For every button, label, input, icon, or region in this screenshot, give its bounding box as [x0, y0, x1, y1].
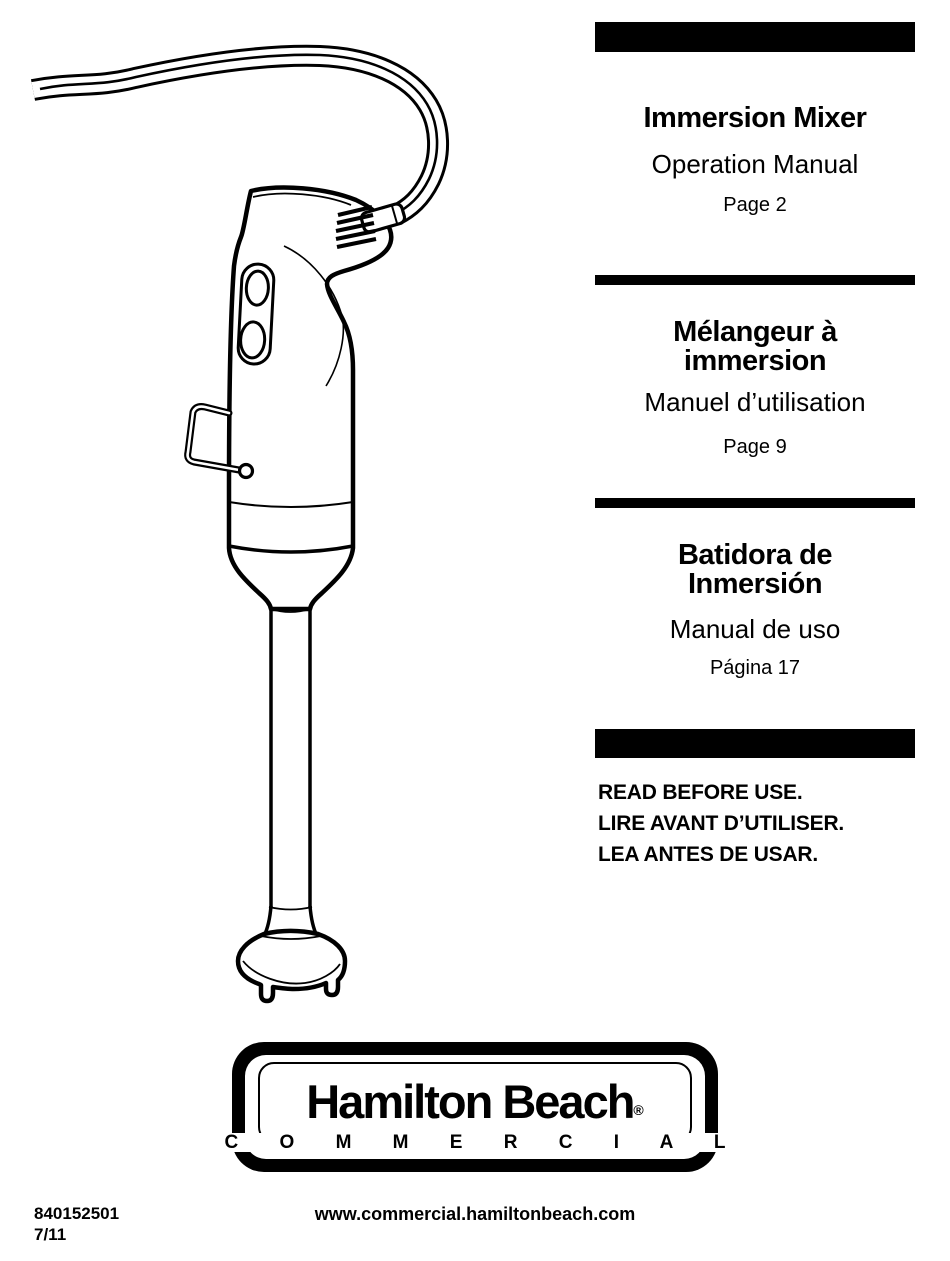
section-pageref-spanish: Página 17 [709, 657, 801, 679]
section-title-english [595, 104, 915, 133]
immersion-mixer-illustration [0, 0, 460, 1030]
notice-line-french: LIRE AVANT D’UTILISER. [598, 812, 845, 835]
bell-collar-top-line [269, 907, 312, 910]
section-pageref-french: Page 9 [723, 436, 787, 458]
section-title-line: immersion [683, 345, 827, 377]
divider-bar-french [595, 275, 915, 285]
mixer-body [229, 188, 391, 609]
divider-bar-spanish [595, 498, 915, 508]
section-subtitle-french: Manuel d’utilisation [644, 387, 866, 417]
section-title-line: Immersion Mixer [643, 102, 867, 134]
section-title-line: Inmersión [687, 568, 823, 600]
section-subtitle-spanish: Manual de uso [669, 614, 841, 644]
part-number: 840152501 [34, 1204, 120, 1223]
section-title-french [595, 318, 915, 376]
section-subtitle-english: Operation Manual [651, 149, 859, 179]
blending-bell [238, 931, 345, 1001]
notice-line-english: READ BEFORE USE. [598, 781, 803, 804]
notice-line-spanish: LEA ANTES DE USAR. [598, 843, 819, 866]
section-title-spanish [595, 541, 915, 599]
divider-bar-notice [595, 729, 915, 758]
power-cord-gap [33, 56, 438, 215]
registered-trademark-icon: ® [633, 1102, 644, 1118]
hamilton-beach-commercial-logo [224, 1042, 744, 1172]
button-panel [237, 263, 274, 365]
revision-date: 7/11 [34, 1225, 67, 1244]
section-title-line: Batidora de [677, 539, 833, 571]
hang-hook-tip [240, 465, 253, 478]
read-before-use-notice [598, 777, 918, 870]
logo-brand-name: Hamilton Beach [306, 1075, 634, 1128]
section-title-line: Mélangeur à [673, 316, 837, 348]
website-url: www.commercial.hamiltonbeach.com [314, 1204, 636, 1224]
logo-division-text: C O M M E R C I A L [205, 1133, 746, 1152]
divider-bar-top [595, 22, 915, 52]
section-pageref-english: Page 2 [723, 194, 787, 216]
logo-brand-text [232, 1075, 718, 1134]
